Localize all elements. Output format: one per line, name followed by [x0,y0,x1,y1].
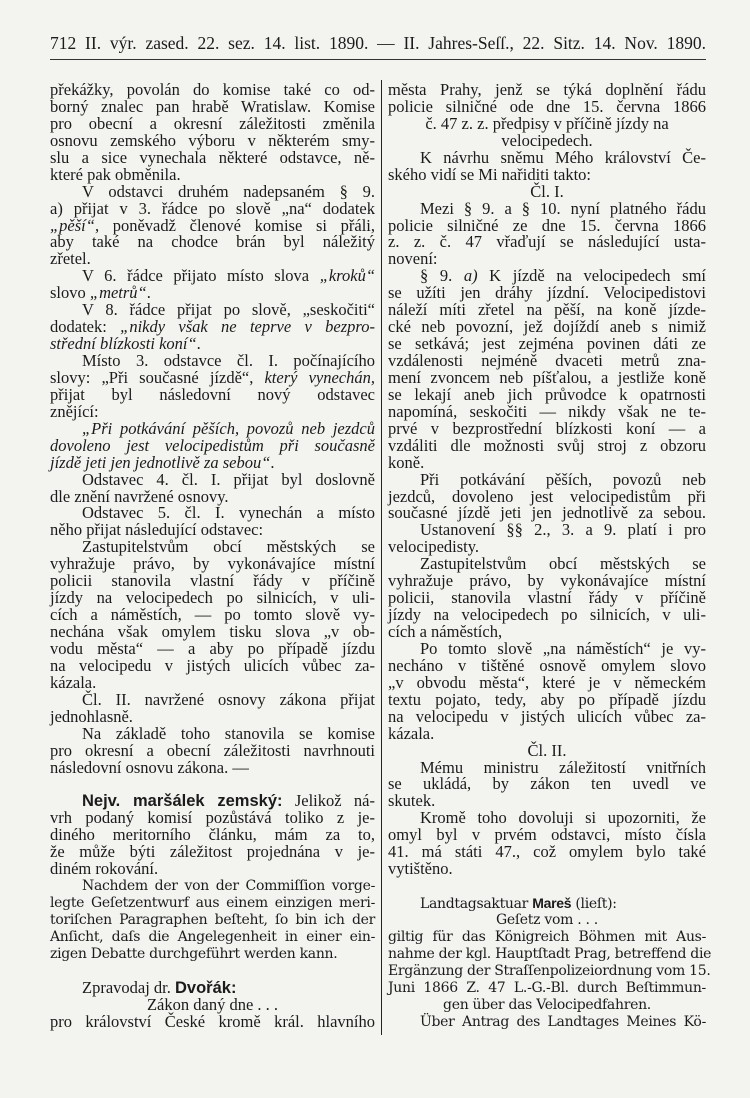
text-segment: se ukládá, by zákon ten uvedl ve [388,774,706,794]
text-segment: Jelikož ná- [282,791,375,811]
text-segment: Geſetz vom . . . [496,911,598,928]
text-segment: vyhražuje právo, by vykonávajíce místní [50,554,375,574]
text-segment: pro obecní a okresní záležitosti změnila [50,113,375,133]
text-segment: novení: [388,249,438,269]
text-segment: gen über das Velocipedfahren. [443,996,651,1013]
text-segment: vytištěno. [388,859,453,879]
text-segment: Ustanovení §§ 2., 3. a 9. platí i pro [420,520,706,540]
text-segment: velocipedisty. [388,537,480,557]
text-segment: Mému ministru záležitostí vnitřních [420,757,706,777]
text-line [50,912,375,929]
text-segment: policie silničné ze dne 15. června 1866 [388,215,706,235]
text-segment: 41. má státi 47., což omylem bylo také [388,842,706,862]
text-segment: § 9. [420,266,464,286]
text-segment: legte Geſetzentwurf aus einem einzigen meri- [50,895,375,911]
text-line [388,1014,706,1031]
text-segment: Landtagsaktuar [420,896,533,912]
text-segment: Odstavec 5. čl. I. vynechán a místo [82,503,375,523]
text-segment: který vynechán, [264,367,375,387]
text-segment: textu pojato, tedy, aby po případě jízdu [388,689,706,709]
text-segment: prvé v bezprostřední blízkosti koní — a [388,418,706,438]
text-segment: K jízdě na velocipedech smí [477,266,706,286]
text-segment: jezdců, dovoleno jest velocipedistům při [388,486,706,506]
text-segment: něho přijat následující odstavec: [50,520,264,540]
text-segment: slovo [50,283,90,303]
text-segment: cké neb povozní, jež dojíždí aneb s nimiž [388,317,706,337]
text-line [388,945,712,963]
text-segment: . [146,283,151,303]
text-segment: toriſchen Paragraphen beſteht, ſo bin ich der [50,911,375,928]
text-segment: policie silničné ode dne 15. června 1866 [388,96,706,116]
text-line [388,895,706,912]
text-segment: Über Antrag des Landtages Meines Kö- [420,1013,706,1030]
text-segment: se setkává; jest zejména povinen dáti ze [388,334,706,354]
text-segment: kázala. [50,672,97,692]
text-segment: borný znalec pan hrabě Wratislaw. Komise [50,96,375,116]
text-line [388,776,706,793]
text-segment: „nikdy však ne teprve v bezpro- [120,317,375,337]
text-segment: Zastupitelstvům obcí městských se [82,537,375,557]
text-segment: znějící: [50,401,99,421]
text-segment: Nachdem der von der Commiſſion vorge- [82,878,375,895]
text-segment: „metrů“ [89,283,147,303]
text-segment: Čl. II. navržené osnovy zákona přijat [82,689,375,709]
text-segment: vrh podaný komisí pozůstává toliko z je- [50,808,375,828]
text-segment: následovní osnovu zákona. — [50,757,249,777]
text-segment: „pěší“ [50,215,95,235]
text-segment: diného meritorního článku, mám za to, [50,825,375,845]
text-line [50,946,375,963]
text-line [388,980,706,997]
text-segment: z. z. č. 47 vřaďují se následující usta- [388,232,706,252]
text-line [50,234,375,251]
text-segment: Při potkávání pěších, povozů neb [420,469,706,489]
text-line [50,655,375,675]
text-segment: slu a sice vynechala některé odstavce, ně- [50,147,375,167]
text-line [50,861,375,878]
text-segment: vodu města“ — a aby po případě jízdu [50,638,375,658]
text-segment: necháno v tištěné osnově omylem slovo [388,655,706,675]
text-segment: giltig für das Königreich Böhmen mit Aus- [388,928,706,945]
speaker-name: Mareš [532,895,572,911]
text-segment: nechána však omylem tisku slova „v ob- [50,622,375,641]
text-line [50,757,375,777]
text-segment: nahme der kgl. Hauptſtadt Prag, betreffend die [388,945,712,962]
text-line [50,878,375,895]
text-line [50,384,375,404]
text-segment: které pak obměnila. [50,164,181,184]
text-segment: V 8. řádce přijat po slově, „seskočiti“ [82,300,375,320]
text-segment: Na základě toho stanovila se komise [82,723,375,743]
text-segment: napomíná, seskočiti — nikdy však ne te- [388,401,706,421]
text-segment: jízdě jeti jen jednotlivě za sebou“ [50,452,271,472]
text-segment: kázala. [388,723,435,743]
text-segment: „kroků“ [319,266,375,286]
text-segment: koně. [388,452,425,472]
text-segment: osnovu zemského výboru v některém smy- [50,130,375,150]
header-rule [50,59,706,60]
text-segment: velocipedech. [501,130,593,150]
text-line [388,861,706,878]
text-line [388,706,706,726]
text-segment: V 6. řádce přijato místo slova [82,266,320,286]
text-segment: že může býti záležitost projednána v je- [50,842,375,862]
text-segment: přijat byl následovní nový odstavec [50,384,375,404]
left-column [50,82,375,1031]
text-segment: pro království České kromě král. hlavního [50,1011,375,1031]
text-segment: Po tomto slově „na náměstích“ je vy- [420,638,706,658]
text-segment: Čl. I. [530,181,564,201]
text-line [388,929,706,946]
text-segment: zigen Debatte durchgeführt werden kann. [50,945,338,962]
text-segment: Místo 3. odstavce čl. I. počínajícího [82,351,375,370]
text-segment: , poněvadž členové komise si přáli, [94,215,375,235]
text-segment: dle znění navržené osnovy. [50,486,229,506]
text-segment: policii stanovila vlastní řády v příčině [50,571,375,591]
text-segment: skutek. [388,791,436,811]
text-segment: (lieſt): [571,896,617,912]
speaker-name: Dvořák: [175,978,237,997]
text-segment: cích a náměstích, [388,622,503,641]
text-segment: vyhražuje právo, by vykonávajíce místní [388,571,706,591]
text-segment: jízdy na velocipedech po silnicích, v uli- [50,588,375,608]
text-segment: současné jízdě jeti jen jednotlivě za sebou. [388,503,706,523]
text-segment: mení zvoncem neb píšťalou, a jestliže koně [388,367,706,387]
text-segment: V odstavci druhém nadepsaném § 9. [82,181,375,201]
text-segment: města Prahy, jenž se týká doplnění řádu [388,80,706,99]
text-segment: na velocipedu v jistých ulicích vůbec za- [388,706,706,726]
text-segment: Zpravodaj dr. [82,977,176,997]
text-segment: č. 47 z. z. předpisy v příčině jízdy na [425,113,669,133]
text-segment: dodatek: [50,317,121,337]
text-segment: vzdálenosti nejméně dvaceti metrů zna- [388,351,706,370]
text-segment: diném rokování. [50,859,159,879]
text-segment: a) [463,266,478,286]
text-segment: vzdáliti dle možnosti svůj stroj z obzoru [388,435,706,455]
text-segment: Mezi § 9. a § 10. nyní platného řádu [420,198,706,218]
text-segment: Juni 1866 Z. 47 L.-G.-Bl. durch Beſtimmun- [388,979,706,996]
text-segment: se lekají aneb jich průvodce k opatrnosti [388,384,706,404]
text-segment: dovoleno jest velocipedistům při současně [50,435,375,455]
text-segment: Kromě toho dovoluji si upozorniti, že [420,808,706,828]
text-segment: jednohlasně. [50,706,133,726]
column-divider [381,80,382,1035]
text-segment: „v obvodu města“, které je v německém [388,672,706,692]
text-segment: K návrhu sněmu Mého království Če- [420,147,706,167]
text-segment: se užíti jen dráhy jízdní. Velocipedistovi [388,283,706,303]
text-line [388,878,706,895]
right-column [388,80,712,1031]
text-segment: pro okresní a obecní záležitosti navrhnouti [50,740,375,760]
text-line [50,929,375,946]
text-segment: . [196,334,201,354]
text-line [388,962,711,980]
text-segment: střední blízkosti koní“ [50,334,197,354]
text-line [388,997,706,1014]
text-segment: na velocipedu v jistých ulicích vůbec za- [50,655,375,675]
text-segment: cích a náměstích, — po tomto slově vy- [50,605,375,625]
text-segment: Ergänzung der Straſſenpolizeiordnung vom 15. [388,962,711,979]
text-segment: . [270,452,275,472]
text-line [50,1011,375,1031]
text-segment: policii, stanovila vlastní řády v příčině [388,588,706,608]
text-segment: zřetel. [50,249,91,269]
speaker-name: Nejv. maršálek zemský: [82,792,283,811]
text-segment: omyl byl v prvém odstavci, místo čísla [388,825,706,845]
text-segment: ského vidí se Mi nařiditi takto: [388,164,592,184]
text-segment: překážky, povolán do komise také co od- [50,80,375,99]
text-segment: „Při potkávání pěších, povozů neb jezdců [82,418,375,438]
text-segment: Zastupitelstvům obcí městských se [420,554,706,574]
text-segment: jízdy na velocipedech po silnicích, v uli- [388,605,706,625]
text-segment: slovy: „Při současné jízdě“, [50,367,265,387]
text-line [50,895,375,912]
text-segment: a) přijat v 3. řádce po slově „na“ dodatek [50,198,375,218]
text-segment: Čl. II. [527,740,567,760]
text-line [388,912,706,929]
running-header: 712 II. výr. zased. 22. sez. 14. list. 1890. — II. Jahres-Seſſ., 22. Sitz. 14. Nov. 1890. [50,33,706,53]
text-segment: aby také na chodce brán byl náležitý [50,232,375,252]
text-segment: Odstavec 4. čl. I. přijat byl doslovně [82,469,375,489]
text-segment: náleží míti zřetel na pěší, na koně jízde- [388,300,706,320]
text-segment: Anſicht, daſs die Angelegenheit in einer ein- [50,928,375,945]
text-line [388,435,706,455]
text-segment: Zákon daný dne . . . [146,994,279,1014]
